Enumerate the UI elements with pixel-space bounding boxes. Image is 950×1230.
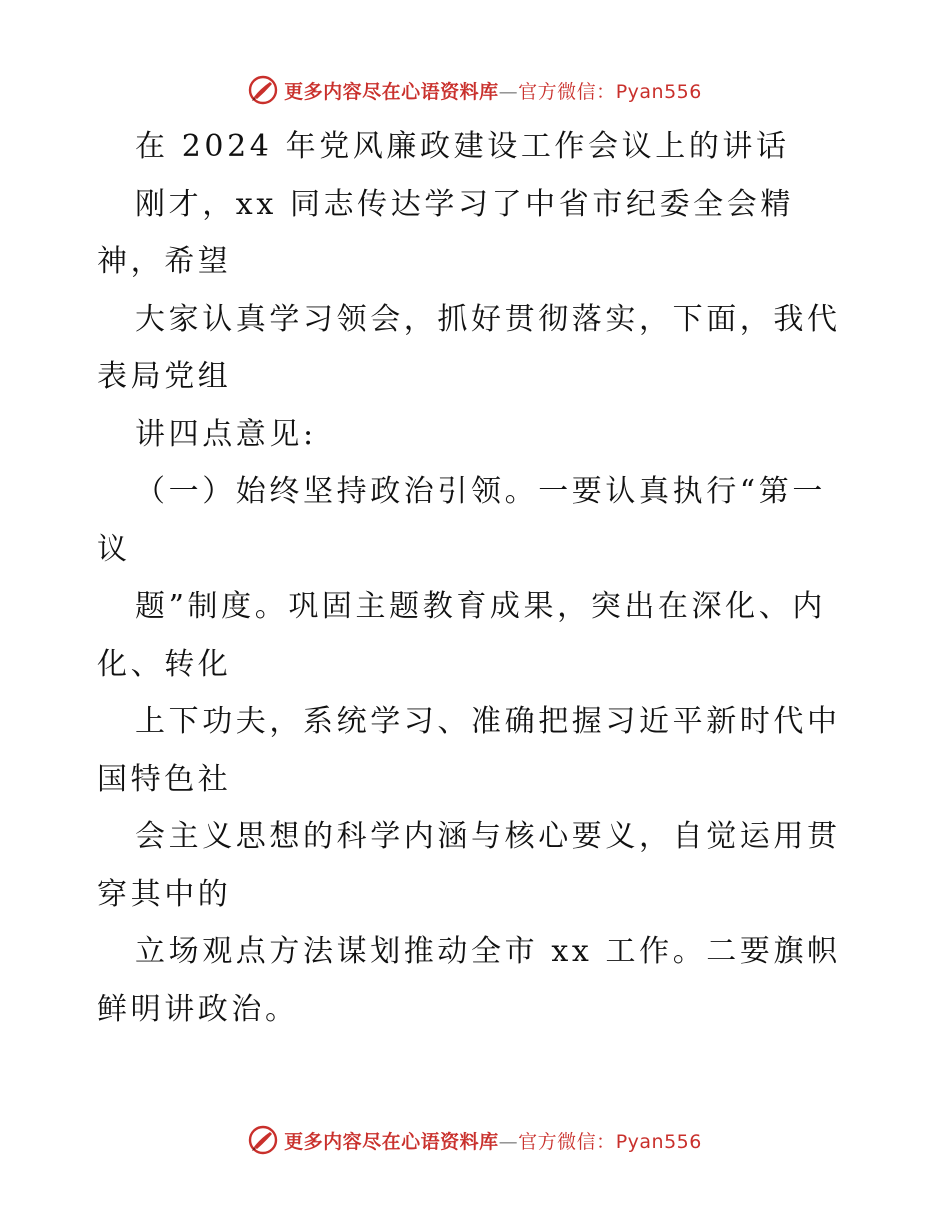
banner-wechat-id: Pyan556	[615, 80, 702, 103]
pen-logo-icon	[248, 75, 278, 105]
banner-wechat-label: 官方微信：	[518, 80, 616, 103]
banner-dash: —	[498, 80, 519, 103]
paragraph-line: 题”制度。巩固主题教育成果，突出在深化、内	[135, 589, 826, 624]
paragraph-line: 大家认真学习领会，抓好贯彻落实，下面，我代	[135, 301, 841, 337]
paragraph-line: 化、转化	[97, 646, 232, 682]
paragraph-line: 讲四点意见:	[135, 416, 317, 452]
paragraph-line: 表局党组	[97, 359, 232, 394]
paragraph-line: 上下功夫，系统学习、准确把握习近平新时代中	[135, 704, 841, 739]
section-heading-line: （一）始终坚持政治引领。一要认真执行“第一	[135, 474, 826, 509]
banner-wechat-id: Pyan556	[615, 1130, 702, 1153]
banner-main-text: 更多内容尽在心语资料库	[284, 1130, 499, 1153]
paragraph-line: 立场观点方法谋划推动全市 xx 工作。二要旗帜	[135, 934, 841, 969]
paragraph-line: 神，希望	[97, 244, 232, 279]
pen-logo-icon	[248, 1125, 278, 1155]
paragraph-line: 穿其中的	[97, 876, 232, 912]
footer-banner	[0, 1120, 950, 1160]
paragraph-line: 会主义思想的科学内涵与核心要义，自觉运用贯	[135, 819, 841, 854]
document-body	[97, 118, 857, 1038]
banner-main-text: 更多内容尽在心语资料库	[284, 80, 499, 103]
paragraph-line: 刚才，xx 同志传达学习了中省市纪委全会精	[135, 186, 794, 222]
header-banner	[0, 70, 950, 110]
banner-wechat-label: 官方微信：	[518, 1130, 616, 1153]
document-title: 在 2024 年党风廉政建设工作会议上的讲话	[135, 129, 790, 164]
banner-dash: —	[498, 1130, 519, 1153]
paragraph-line: 议	[97, 531, 131, 567]
paragraph-line: 国特色社	[97, 761, 232, 797]
paragraph-line: 鲜明讲政治。	[97, 991, 299, 1027]
